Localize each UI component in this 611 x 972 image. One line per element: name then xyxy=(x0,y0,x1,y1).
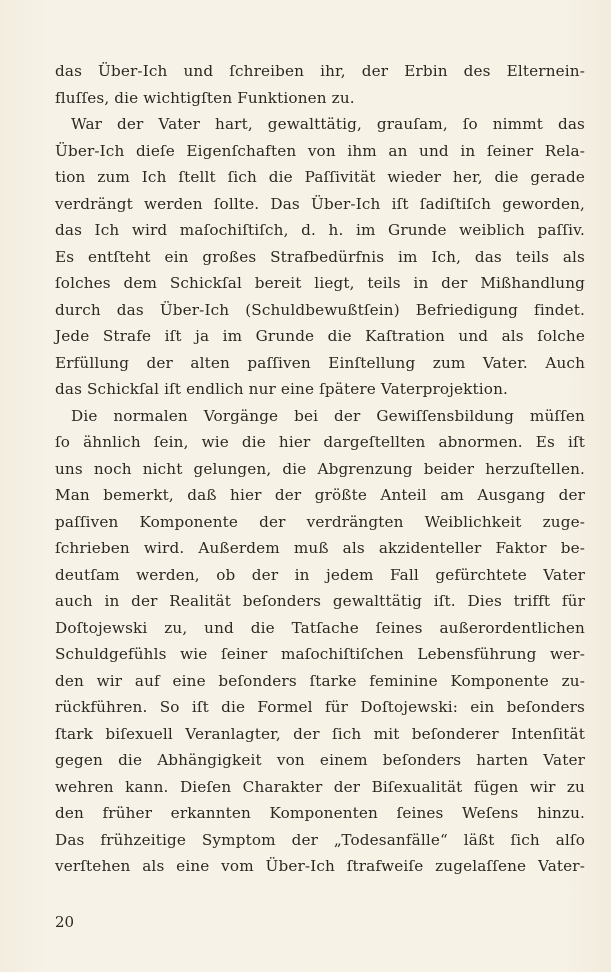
text-line: Das frühzeitige Symptom der „Todesanfälle“ läßt ſich alſo xyxy=(55,830,585,849)
page-number: 20 xyxy=(55,913,75,931)
text-line: Über-Ich dieſe Eigenſchaften von ihm an und in ſeiner Rela- xyxy=(55,141,585,160)
text-line: deutſam werden, ob der in jedem Fall gefürchtete Vater xyxy=(55,565,585,584)
text-line: das Ich wird maſochiſtiſch, d. h. im Grunde weiblich paſſiv. xyxy=(55,221,585,239)
text-line: War der Vater hart, gewalttätig, grauſam, ſo nimmt das xyxy=(71,115,585,133)
text-line: Die normalen Vorgänge bei der Gewiſſensbildung müſſen xyxy=(71,406,585,425)
text-line: tion zum Ich ſtellt ſich die Paſſivität wieder her, die gerade xyxy=(55,168,585,186)
text-line: das Schickſal iſt endlich nur eine ſpätere Vaterprojektion. xyxy=(55,380,508,398)
text-line: ſolches dem Schickſal bereit liegt, teils in der Mißhandlung xyxy=(55,274,585,292)
text-line: Es entſteht ein großes Strafbedürfnis im Ich, das teils als xyxy=(55,247,585,266)
text-line: ſchrieben wird. Außerdem muß als akzidenteller Faktor be- xyxy=(55,539,585,557)
text-line: durch das Über-Ich (Schuldbewußtſein) Befriedigung findet. xyxy=(55,300,585,319)
text-line: Doſtojewski zu, und die Tatſache ſeines außerordentlichen xyxy=(55,618,585,637)
text-line: ſo ähnlich ſein, wie die hier dargeſtellten abnormen. Es iſt xyxy=(55,433,585,451)
text-line: auch in der Realität beſonders gewalttätig iſt. Dies trifft für xyxy=(55,592,585,610)
text-line: fluſſes, die wichtigſten Funktionen zu. xyxy=(55,88,355,107)
text-line: den früher erkannten Komponenten ſeines Weſens hinzu. xyxy=(55,804,585,822)
text-line: ſtark biſexuell Veranlagter, der ſich mit beſonderer Intenſität xyxy=(55,724,585,743)
text-line: uns noch nicht gelungen, die Abgrenzung beider herzuſtellen. xyxy=(55,459,585,478)
text-line: Man bemerkt, daß hier der größte Anteil am Ausgang der xyxy=(55,486,585,504)
text-line: paſſiven Komponente der verdrängten Weiblichkeit zuge- xyxy=(55,512,585,531)
paragraph xyxy=(55,403,585,880)
body-text xyxy=(55,58,585,880)
text-line: verdrängt werden ſollte. Das Über-Ich iſt ſadiſtiſch geworden, xyxy=(55,194,585,213)
text-line: Erfüllung der alten paſſiven Einſtellung zum Vater. Auch xyxy=(55,353,585,372)
paragraph xyxy=(55,58,585,111)
text-line: Schuldgefühls wie ſeiner maſochiſtiſchen Lebensführung wer- xyxy=(55,645,585,663)
text-line: gegen die Abhängigkeit von einem beſonders harten Vater xyxy=(55,751,585,769)
text-line: den wir auf eine beſonders ſtarke feminine Komponente zu- xyxy=(55,671,585,690)
text-line: wehren kann. Dieſen Charakter der Biſexualität fügen wir zu xyxy=(55,777,585,796)
text-line: rückführen. So iſt die Formel für Doſtojewski: ein beſonders xyxy=(55,698,585,716)
text-line: verſtehen als eine vom Über-Ich ſtrafweiſe zugelaſſene Vater- xyxy=(55,857,585,875)
text-line: das Über-Ich und ſchreiben ihr, der Erbin des Elternein- xyxy=(55,62,585,80)
text-line: Jede Strafe iſt ja im Grunde die Kaſtration und als ſolche xyxy=(55,327,585,345)
paragraph xyxy=(55,111,585,403)
